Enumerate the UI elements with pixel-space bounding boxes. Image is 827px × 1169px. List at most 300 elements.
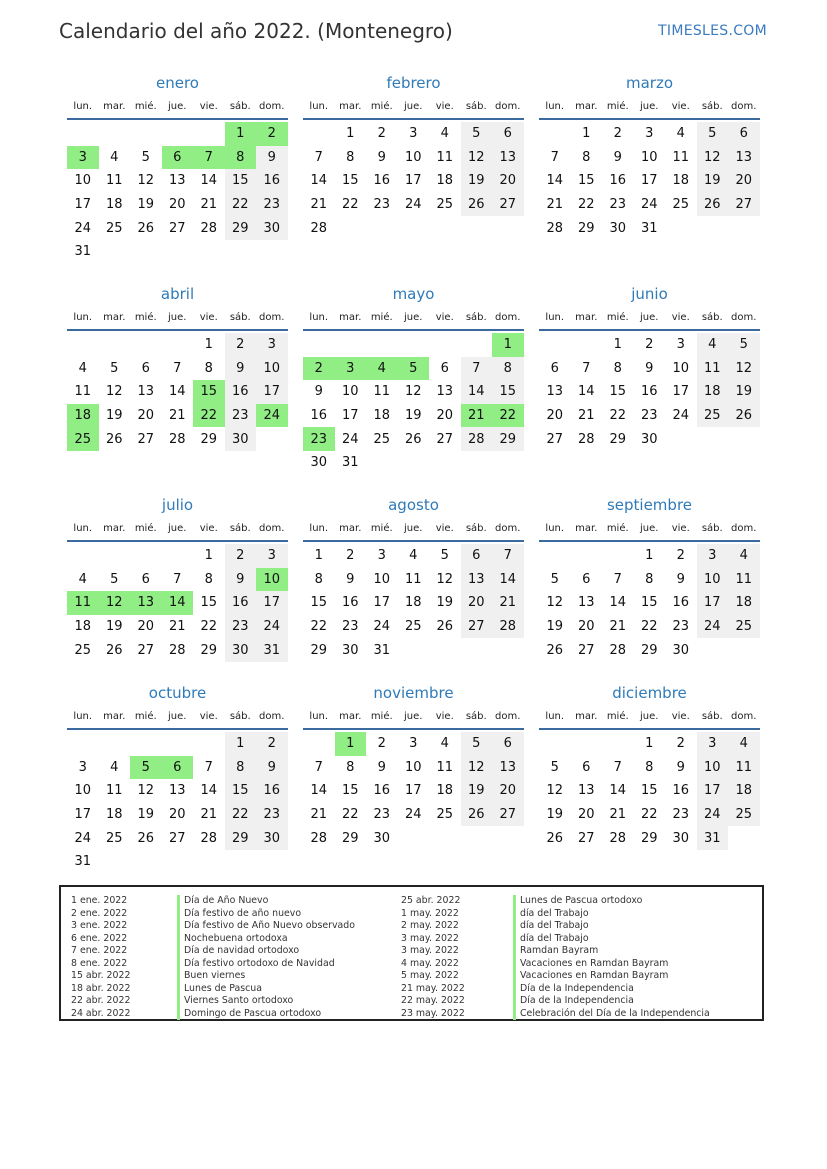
site-link[interactable]: TIMESLES.COM xyxy=(658,23,767,39)
day-cell: 10 xyxy=(341,384,359,400)
weekday-label: lun. xyxy=(545,311,565,323)
day-cell: 30 xyxy=(373,830,391,846)
empty-cell xyxy=(99,732,131,756)
legend-left-dates xyxy=(71,895,130,1020)
day-cell: 24 xyxy=(697,615,729,639)
weekday-header xyxy=(303,516,524,540)
day-cell: 29 xyxy=(609,431,627,447)
days-grid xyxy=(67,732,288,874)
day-cell: 19 xyxy=(461,779,493,803)
legend-date: 8 ene. 2022 xyxy=(71,957,128,969)
weekday-label: jue. xyxy=(404,100,423,112)
day-cell: 24 xyxy=(373,619,391,635)
day-cell: 27 xyxy=(436,431,454,447)
day-cell: 21 xyxy=(168,619,186,635)
day-cell: 19 xyxy=(461,169,493,193)
day-cell: 28 xyxy=(609,830,627,846)
day-cell: 2 xyxy=(645,337,654,353)
legend-date: 1 may. 2022 xyxy=(401,907,459,919)
day-cell: 12 xyxy=(728,357,760,381)
day-cell: 26 xyxy=(105,642,123,658)
day-cell: 15 xyxy=(200,595,218,611)
day-cell: 5 xyxy=(141,149,150,165)
empty-cell xyxy=(571,544,603,568)
weekday-label: mié. xyxy=(606,710,629,722)
day-cell: 12 xyxy=(546,595,564,611)
empty-cell xyxy=(429,333,461,357)
month-name: noviembre xyxy=(373,684,454,702)
day-cell: 18 xyxy=(697,380,729,404)
day-cell: 11 xyxy=(74,384,92,400)
empty-cell xyxy=(67,732,99,756)
weekday-label: jue. xyxy=(168,522,187,534)
month-noviembre xyxy=(303,682,524,850)
day-cell: 9 xyxy=(225,568,257,592)
weekday-label: mar. xyxy=(103,522,126,534)
day-cell: 1 xyxy=(204,548,213,564)
month-mayo xyxy=(303,283,524,475)
day-cell: 28 xyxy=(577,431,595,447)
day-cell: 5 xyxy=(728,333,760,357)
day-cell: 8 xyxy=(314,571,323,587)
days-grid xyxy=(303,122,524,240)
empty-cell xyxy=(602,544,634,568)
day-cell: 15 xyxy=(492,380,524,404)
day-cell: 30 xyxy=(256,216,288,240)
day-cell: 21 xyxy=(492,591,524,615)
day-cell: 13 xyxy=(436,384,454,400)
day-cell: 6 xyxy=(141,360,150,376)
day-cell: 26 xyxy=(404,431,422,447)
weekday-label: sáb. xyxy=(465,710,487,722)
month-enero xyxy=(67,72,288,264)
empty-cell xyxy=(130,333,162,357)
day-cell: 8 xyxy=(225,146,257,170)
day-cell: 16 xyxy=(373,783,391,799)
empty-cell xyxy=(398,333,430,357)
weekday-label: mar. xyxy=(339,710,362,722)
day-cell: 25 xyxy=(436,197,454,213)
weekday-label: jue. xyxy=(640,522,659,534)
day-cell: 19 xyxy=(436,595,454,611)
day-cell: 9 xyxy=(256,756,288,780)
day-cell: 14 xyxy=(492,568,524,592)
day-cell: 1 xyxy=(314,548,323,564)
day-cell: 25 xyxy=(404,619,422,635)
weekday-label: jue. xyxy=(404,710,423,722)
days-grid xyxy=(539,544,760,662)
day-cell: 16 xyxy=(225,380,257,404)
legend-left-names xyxy=(177,895,355,1020)
day-cell: 3 xyxy=(67,146,99,170)
weekday-label: lun. xyxy=(545,710,565,722)
month-diciembre xyxy=(539,682,760,850)
day-cell: 30 xyxy=(310,455,328,471)
day-cell: 29 xyxy=(577,220,595,236)
day-cell: 3 xyxy=(335,357,367,381)
day-cell: 11 xyxy=(404,571,422,587)
day-cell: 16 xyxy=(341,595,359,611)
empty-cell xyxy=(99,544,131,568)
empty-cell xyxy=(539,544,571,568)
weekday-label: mié. xyxy=(134,710,157,722)
day-cell: 19 xyxy=(697,169,729,193)
weekday-header xyxy=(539,305,760,329)
day-cell: 30 xyxy=(640,431,658,447)
legend-holiday-name: Lunes de Pascua ortodoxo xyxy=(513,895,710,908)
weekday-header xyxy=(303,704,524,728)
day-cell: 6 xyxy=(582,759,591,775)
day-cell: 2 xyxy=(303,357,335,381)
day-cell: 27 xyxy=(492,193,524,217)
day-cell: 26 xyxy=(461,803,493,827)
legend-holiday-name: Nochebuena ortodoxa xyxy=(177,933,355,946)
legend-date: 3 may. 2022 xyxy=(401,945,459,957)
month-divider xyxy=(303,329,524,331)
day-cell: 27 xyxy=(546,431,564,447)
weekday-label: vie. xyxy=(199,311,218,323)
day-cell: 11 xyxy=(697,357,729,381)
day-cell: 7 xyxy=(613,571,622,587)
month-divider xyxy=(539,540,760,542)
weekday-label: mar. xyxy=(575,522,598,534)
day-cell: 10 xyxy=(74,783,92,799)
day-cell: 14 xyxy=(200,173,218,189)
day-cell: 23 xyxy=(256,803,288,827)
day-cell: 19 xyxy=(137,807,155,823)
day-cell: 14 xyxy=(162,591,194,615)
weekday-label: lun. xyxy=(309,522,329,534)
day-cell: 27 xyxy=(168,830,186,846)
month-name: octubre xyxy=(148,684,207,702)
day-cell: 2 xyxy=(377,126,386,142)
day-cell: 20 xyxy=(577,807,595,823)
day-cell: 22 xyxy=(341,807,359,823)
weekday-label: lun. xyxy=(73,710,93,722)
weekday-header xyxy=(539,94,760,118)
legend-date: 1 ene. 2022 xyxy=(71,895,128,906)
weekday-label: mar. xyxy=(575,710,598,722)
weekday-label: dom. xyxy=(259,522,285,534)
day-cell: 13 xyxy=(577,783,595,799)
legend-right-dates xyxy=(401,895,465,1020)
legend-date: 5 may. 2022 xyxy=(401,970,459,982)
empty-cell xyxy=(539,732,571,756)
weekday-header xyxy=(67,516,288,540)
day-cell: 4 xyxy=(728,544,760,568)
day-cell: 20 xyxy=(492,779,524,803)
day-cell: 11 xyxy=(105,783,123,799)
day-cell: 21 xyxy=(310,807,328,823)
month-name: enero xyxy=(156,74,199,92)
day-cell: 27 xyxy=(492,803,524,827)
day-cell: 15 xyxy=(341,173,359,189)
day-cell: 23 xyxy=(256,193,288,217)
day-cell: 4 xyxy=(697,333,729,357)
day-cell: 23 xyxy=(303,427,335,451)
day-cell: 9 xyxy=(314,384,323,400)
day-cell: 11 xyxy=(373,384,391,400)
day-cell: 31 xyxy=(74,244,92,260)
empty-cell xyxy=(130,122,162,146)
day-cell: 18 xyxy=(404,595,422,611)
day-cell: 9 xyxy=(225,357,257,381)
day-cell: 3 xyxy=(697,544,729,568)
day-cell: 17 xyxy=(256,380,288,404)
day-cell: 14 xyxy=(310,783,328,799)
day-cell: 17 xyxy=(341,408,359,424)
day-cell: 1 xyxy=(335,732,367,756)
day-cell: 18 xyxy=(67,404,99,428)
month-marzo xyxy=(539,72,760,240)
day-cell: 2 xyxy=(676,736,685,752)
day-cell: 1 xyxy=(204,337,213,353)
day-cell: 5 xyxy=(697,122,729,146)
day-cell: 2 xyxy=(225,333,257,357)
page-title: Calendario del año 2022. (Montenegro) xyxy=(59,19,453,43)
day-cell: 8 xyxy=(492,357,524,381)
day-cell: 5 xyxy=(110,571,119,587)
day-cell: 18 xyxy=(373,408,391,424)
day-cell: 20 xyxy=(168,197,186,213)
weekday-label: mié. xyxy=(370,311,393,323)
legend-date: 6 ene. 2022 xyxy=(71,932,128,944)
day-cell: 14 xyxy=(609,595,627,611)
day-cell: 4 xyxy=(440,736,449,752)
empty-cell xyxy=(67,122,99,146)
day-cell: 7 xyxy=(193,146,225,170)
day-cell: 3 xyxy=(256,333,288,357)
month-divider xyxy=(539,329,760,331)
legend-holiday-name: Ramdan Bayram xyxy=(513,945,710,958)
day-cell: 26 xyxy=(728,404,760,428)
legend-holiday-name: Día de la Independencia xyxy=(513,983,710,996)
weekday-label: sáb. xyxy=(229,100,251,112)
day-cell: 10 xyxy=(640,149,658,165)
day-cell: 16 xyxy=(373,173,391,189)
day-cell: 3 xyxy=(377,548,386,564)
month-name: septiembre xyxy=(606,496,693,514)
day-cell: 15 xyxy=(640,783,658,799)
day-cell: 31 xyxy=(640,220,658,236)
day-cell: 25 xyxy=(728,803,760,827)
weekday-header xyxy=(303,305,524,329)
day-cell: 21 xyxy=(168,408,186,424)
day-cell: 26 xyxy=(697,193,729,217)
day-cell: 20 xyxy=(461,591,493,615)
day-cell: 20 xyxy=(546,408,564,424)
legend-holiday-name: Vacaciones en Ramdan Bayram xyxy=(513,970,710,983)
day-cell: 2 xyxy=(346,548,355,564)
day-cell: 16 xyxy=(256,169,288,193)
legend-date: 23 may. 2022 xyxy=(401,1007,465,1019)
weekday-label: lun. xyxy=(73,311,93,323)
day-cell: 3 xyxy=(409,736,418,752)
day-cell: 3 xyxy=(78,759,87,775)
day-cell: 30 xyxy=(609,220,627,236)
day-cell: 17 xyxy=(697,779,729,803)
day-cell: 22 xyxy=(640,619,658,635)
weekday-label: lun. xyxy=(545,100,565,112)
empty-cell xyxy=(602,732,634,756)
day-cell: 12 xyxy=(137,783,155,799)
weekday-label: mar. xyxy=(103,100,126,112)
day-cell: 18 xyxy=(672,173,690,189)
empty-cell xyxy=(99,333,131,357)
legend-date: 3 may. 2022 xyxy=(401,932,459,944)
day-cell: 4 xyxy=(728,732,760,756)
weekday-label: sáb. xyxy=(465,100,487,112)
day-cell: 2 xyxy=(676,548,685,564)
day-cell: 1 xyxy=(225,122,257,146)
day-cell: 19 xyxy=(404,408,422,424)
day-cell: 13 xyxy=(168,783,186,799)
weekday-label: jue. xyxy=(404,311,423,323)
day-cell: 15 xyxy=(310,595,328,611)
day-cell: 15 xyxy=(193,380,225,404)
day-cell: 16 xyxy=(672,595,690,611)
day-cell: 12 xyxy=(461,146,493,170)
day-cell: 24 xyxy=(256,404,288,428)
day-cell: 25 xyxy=(728,615,760,639)
day-cell: 5 xyxy=(461,732,493,756)
day-cell: 13 xyxy=(137,384,155,400)
weekday-label: lun. xyxy=(309,710,329,722)
day-cell: 22 xyxy=(310,619,328,635)
legend-holiday-name: día del Trabajo xyxy=(513,920,710,933)
day-cell: 7 xyxy=(173,571,182,587)
day-cell: 1 xyxy=(225,732,257,756)
day-cell: 21 xyxy=(461,404,493,428)
day-cell: 13 xyxy=(130,591,162,615)
day-cell: 12 xyxy=(546,783,564,799)
weekday-label: dom. xyxy=(731,311,757,323)
day-cell: 6 xyxy=(492,732,524,756)
day-cell: 18 xyxy=(436,783,454,799)
day-cell: 13 xyxy=(546,384,564,400)
legend-date: 7 ene. 2022 xyxy=(71,945,128,957)
day-cell: 6 xyxy=(461,544,493,568)
day-cell: 8 xyxy=(613,360,622,376)
weekday-label: dom. xyxy=(495,522,521,534)
day-cell: 13 xyxy=(492,756,524,780)
day-cell: 21 xyxy=(200,197,218,213)
weekday-label: vie. xyxy=(671,311,690,323)
day-cell: 8 xyxy=(582,149,591,165)
day-cell: 3 xyxy=(256,544,288,568)
month-divider xyxy=(67,118,288,120)
day-cell: 8 xyxy=(225,756,257,780)
day-cell: 25 xyxy=(373,431,391,447)
day-cell: 20 xyxy=(168,807,186,823)
weekday-label: jue. xyxy=(640,710,659,722)
days-grid xyxy=(539,122,760,240)
day-cell: 19 xyxy=(728,380,760,404)
day-cell: 25 xyxy=(105,220,123,236)
day-cell: 20 xyxy=(577,619,595,635)
day-cell: 31 xyxy=(373,642,391,658)
days-grid xyxy=(67,333,288,451)
legend-right-names xyxy=(513,895,710,1020)
day-cell: 25 xyxy=(74,642,92,658)
month-name: junio xyxy=(631,285,668,303)
day-cell: 12 xyxy=(105,384,123,400)
day-cell: 5 xyxy=(398,357,430,381)
day-cell: 31 xyxy=(256,638,288,662)
day-cell: 22 xyxy=(609,408,627,424)
day-cell: 20 xyxy=(137,408,155,424)
weekday-label: jue. xyxy=(168,710,187,722)
day-cell: 17 xyxy=(256,591,288,615)
day-cell: 28 xyxy=(168,431,186,447)
day-cell: 31 xyxy=(74,854,92,870)
day-cell: 14 xyxy=(461,380,493,404)
day-cell: 24 xyxy=(672,408,690,424)
day-cell: 16 xyxy=(256,779,288,803)
weekday-label: mar. xyxy=(339,522,362,534)
weekday-label: mié. xyxy=(134,100,157,112)
day-cell: 22 xyxy=(341,197,359,213)
days-grid xyxy=(67,544,288,662)
day-cell: 25 xyxy=(67,427,99,451)
day-cell: 20 xyxy=(137,619,155,635)
day-cell: 15 xyxy=(225,169,257,193)
month-junio xyxy=(539,283,760,451)
legend-holiday-name: Lunes de Pascua xyxy=(177,983,355,996)
day-cell: 10 xyxy=(256,357,288,381)
day-cell: 8 xyxy=(346,759,355,775)
month-name: abril xyxy=(160,285,195,303)
day-cell: 14 xyxy=(546,173,564,189)
day-cell: 21 xyxy=(310,197,328,213)
day-cell: 25 xyxy=(105,830,123,846)
day-cell: 13 xyxy=(492,146,524,170)
day-cell: 1 xyxy=(582,126,591,142)
day-cell: 5 xyxy=(130,756,162,780)
day-cell: 26 xyxy=(137,220,155,236)
day-cell: 6 xyxy=(141,571,150,587)
day-cell: 19 xyxy=(105,408,123,424)
day-cell: 22 xyxy=(225,803,257,827)
day-cell: 4 xyxy=(676,126,685,142)
empty-cell xyxy=(130,544,162,568)
day-cell: 26 xyxy=(461,193,493,217)
month-name: julio xyxy=(161,496,194,514)
day-cell: 9 xyxy=(645,360,654,376)
day-cell: 7 xyxy=(613,759,622,775)
day-cell: 12 xyxy=(137,173,155,189)
day-cell: 23 xyxy=(341,619,359,635)
month-divider xyxy=(539,118,760,120)
day-cell: 22 xyxy=(225,193,257,217)
weekday-header xyxy=(67,305,288,329)
weekday-label: vie. xyxy=(671,522,690,534)
day-cell: 28 xyxy=(609,642,627,658)
day-cell: 1 xyxy=(492,333,524,357)
weekday-label: jue. xyxy=(640,100,659,112)
day-cell: 3 xyxy=(676,337,685,353)
day-cell: 11 xyxy=(105,173,123,189)
day-cell: 4 xyxy=(366,357,398,381)
day-cell: 29 xyxy=(200,642,218,658)
day-cell: 8 xyxy=(204,571,213,587)
day-cell: 22 xyxy=(492,404,524,428)
day-cell: 6 xyxy=(162,146,194,170)
day-cell: 12 xyxy=(99,591,131,615)
month-divider xyxy=(539,728,760,730)
weekday-label: mié. xyxy=(370,522,393,534)
day-cell: 29 xyxy=(200,431,218,447)
